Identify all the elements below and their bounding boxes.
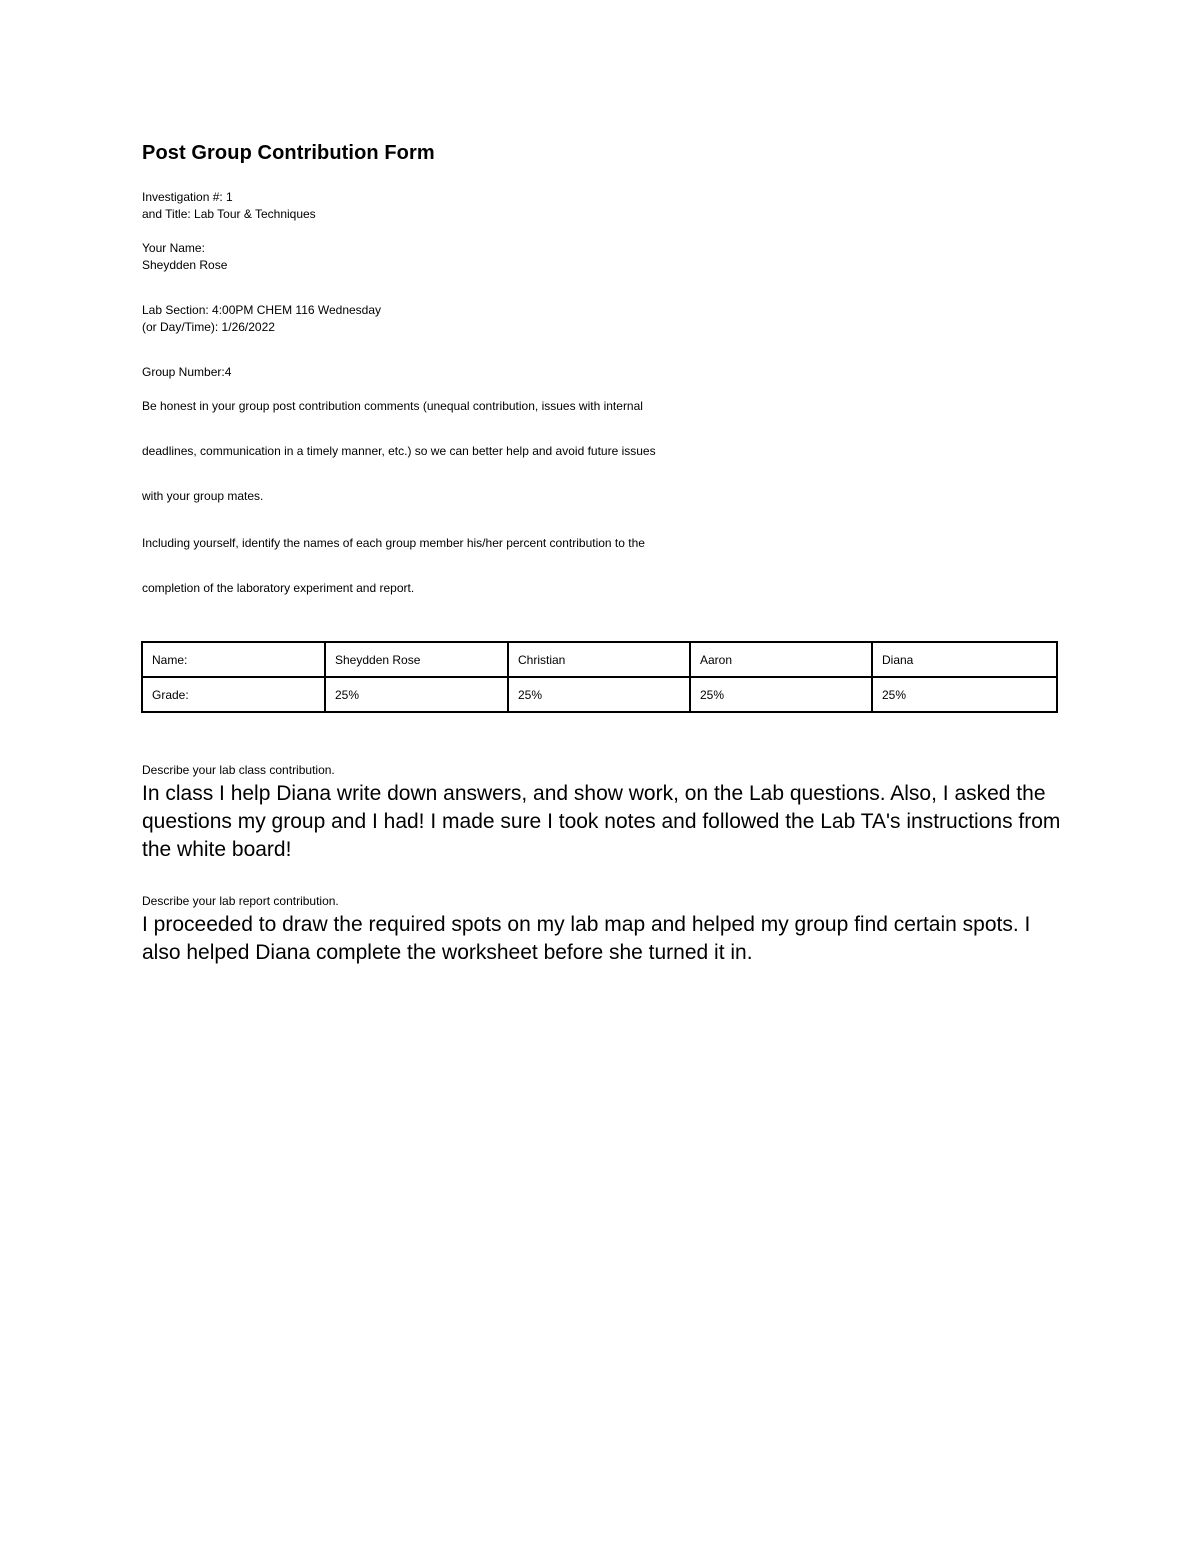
honesty-line-2: deadlines, communication in a timely manner, etc.) so we can better help and avoid future issues (142, 444, 656, 458)
contribution-table (141, 641, 1058, 713)
table-row (142, 642, 1057, 677)
table-cell: Name: (142, 642, 325, 677)
class-contribution-answer: In class I help Diana write down answers, and show work, on the Lab questions. Also, I asked the questions my group and I had! I made sure I took notes and followed the Lab TA's instructions from the white board! (142, 782, 1061, 861)
table-cell: 25% (872, 677, 1057, 712)
table-cell: 25% (508, 677, 690, 712)
table-cell: Aaron (690, 642, 872, 677)
form-title: Post Group Contribution Form (142, 142, 435, 164)
table-row (142, 677, 1057, 712)
group-number: Group Number:4 (142, 365, 232, 379)
day-time: (or Day/Time): 1/26/2022 (142, 320, 275, 334)
your-name-label: Your Name: (142, 241, 205, 255)
table-cell: Christian (508, 642, 690, 677)
your-name-value: Sheydden Rose (142, 258, 228, 272)
table-cell: 25% (325, 677, 508, 712)
table-cell: Diana (872, 642, 1057, 677)
class-contribution-label: Describe your lab class contribution. (142, 763, 335, 777)
contribution-instruction-line-2: completion of the laboratory experiment and report. (142, 581, 415, 595)
honesty-line-3: with your group mates. (142, 489, 264, 503)
lab-section: Lab Section: 4:00PM CHEM 116 Wednesday (142, 303, 382, 317)
investigation-title: and Title: Lab Tour & Techniques (142, 207, 316, 221)
table-cell: 25% (690, 677, 872, 712)
investigation-number: Investigation #: 1 (142, 190, 233, 204)
report-contribution-answer: I proceeded to draw the required spots on my lab map and helped my group find certain spots. I also helped Diana complete the worksheet before she turned it in. (142, 913, 1031, 964)
table-cell: Grade: (142, 677, 325, 712)
report-contribution-label: Describe your lab report contribution. (142, 894, 339, 908)
honesty-line-1: Be honest in your group post contribution comments (unequal contribution, issues with internal (142, 399, 643, 413)
table-cell: Sheydden Rose (325, 642, 508, 677)
contribution-instruction-line-1: Including yourself, identify the names of each group member his/her percent contribution to the (142, 536, 645, 550)
